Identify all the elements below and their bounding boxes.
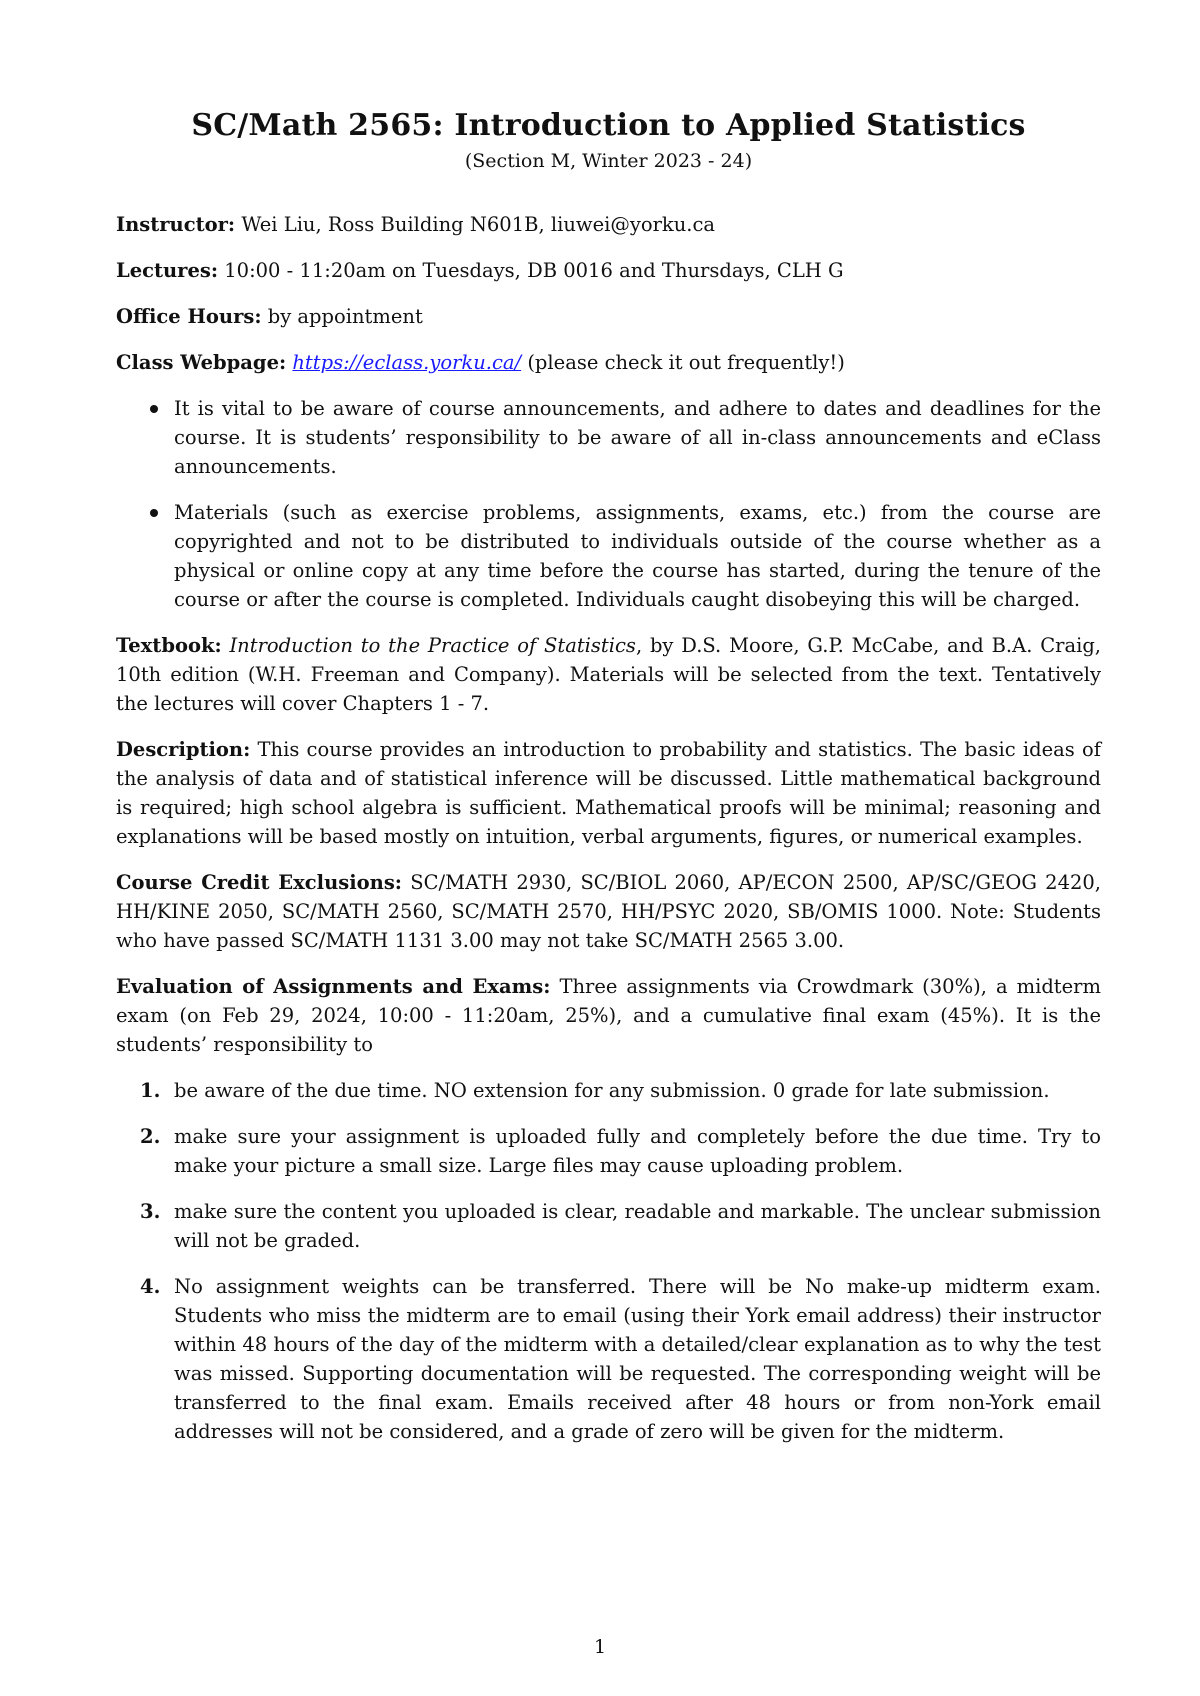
exclusions-paragraph [116,868,1101,955]
responsibility-list [116,1076,1101,1446]
webpage-note: (please check it out frequently!) [527,351,845,374]
page-number: 1 [593,1636,607,1658]
instructor-line [116,210,1101,239]
bullet-icon [150,509,158,517]
list-item: 2. make sure your assignment is uploaded fully and completely before the due time. Try to make your picture a small size. Large files may cause uploading problem. [174,1122,1101,1180]
bullet-icon [150,405,158,413]
page-title: SC/Math 2565: Introduction to Applied Statistics [191,108,1026,143]
evaluation-label: Evaluation of Assignments and Exams: [116,975,551,998]
webpage-link[interactable]: https://eclass.yorku.ca/ [292,351,522,374]
list-number: 2. [140,1125,161,1148]
office-hours-line [116,302,1101,331]
list-number: 1. [140,1079,161,1102]
lectures-line [116,256,1101,285]
description-label: Description: [116,738,251,761]
list-number: 3. [140,1200,161,1223]
list-item: 3. make sure the content you uploaded is clear, readable and markable. The unclear submission will not be graded. [174,1197,1101,1255]
list-item: 4. No assignment weights can be transferred. There will be No make-up midterm exam. Students who miss the midterm are to email (using their York email address) their instructor within 48 hours of the day of the midterm with a detailed/clear explanation as to why the test was missed. Supporting documentation will be requested. The corresponding weight will be transferred to the final exam. Emails received after 48 hours or from non-York email addresses will not be considered, and a grade of zero will be given for the midterm. [174,1272,1101,1446]
syllabus-body [116,210,1101,1463]
list-item: It is vital to be aware of course announcements, and adhere to dates and deadlines for the course. It is students’ responsibility to be aware of all in-class announcements and eClass announcements. [174,394,1101,481]
page-subtitle: (Section M, Winter 2023 - 24) [464,150,753,172]
lectures-label: Lectures: [116,259,219,282]
textbook-details: , by D.S. Moore, G.P. McCabe, and B.A. Craig, 10th edition (W.H. Freeman and Company). Materials will be selected from the text. Tentatively the lectures will cover Chapters 1 - 7. [116,634,1101,715]
textbook-title: Introduction to the Practice of Statistics [229,634,636,657]
office-hours-value: by appointment [267,305,423,328]
list-item: Materials (such as exercise problems, assignments, exams, etc.) from the course are copyrighted and not to be distributed to individuals outside of the course whether as a physical or online copy at any time before the course has started, during the tenure of the course or after the course is completed. Individuals caught disobeying this will be charged. [174,498,1101,614]
instructor-label: Instructor: [116,213,236,236]
office-hours-label: Office Hours: [116,305,262,328]
description-paragraph [116,735,1101,851]
evaluation-paragraph [116,972,1101,1059]
announcement-bullets [116,394,1101,614]
lectures-value: 10:00 - 11:20am on Tuesdays, DB 0016 and Thursdays, CLH G [224,259,844,282]
textbook-paragraph [116,631,1101,718]
exclusions-value: SC/MATH 2930, SC/BIOL 2060, AP/ECON 2500, AP/SC/GEOG 2420, HH/KINE 2050, SC/MATH 2560, SC/MATH 2570, HH/PSYC 2020, SB/OMIS 1000. Note: Students who have passed SC/MATH 1131 3.00 may not take SC/MATH 2565 3.00. [116,871,1101,952]
webpage-line [116,348,1101,377]
document-page [116,0,1101,1696]
evaluation-value: Three assignments via Crowdmark (30%), a midterm exam (on Feb 29, 2024, 10:00 - 11:20am, 25%), and a cumulative final exam (45%). It is the students’ responsibility to [116,975,1101,1056]
list-number: 4. [140,1275,161,1298]
textbook-label: Textbook: [116,634,222,657]
exclusions-label: Course Credit Exclusions: [116,871,402,894]
webpage-label: Class Webpage: [116,351,287,374]
description-value: This course provides an introduction to probability and statistics. The basic ideas of the analysis of data and of statistical inference will be discussed. Little mathematical background is required; high school algebra is sufficient. Mathematical proofs will be minimal; reasoning and explanations will be based mostly on intuition, verbal arguments, figures, or numerical examples. [116,738,1101,848]
list-item: 1. be aware of the due time. NO extension for any submission. 0 grade for late submission. [174,1076,1101,1105]
instructor-value: Wei Liu, Ross Building N601B, liuwei@yorku.ca [241,213,716,236]
